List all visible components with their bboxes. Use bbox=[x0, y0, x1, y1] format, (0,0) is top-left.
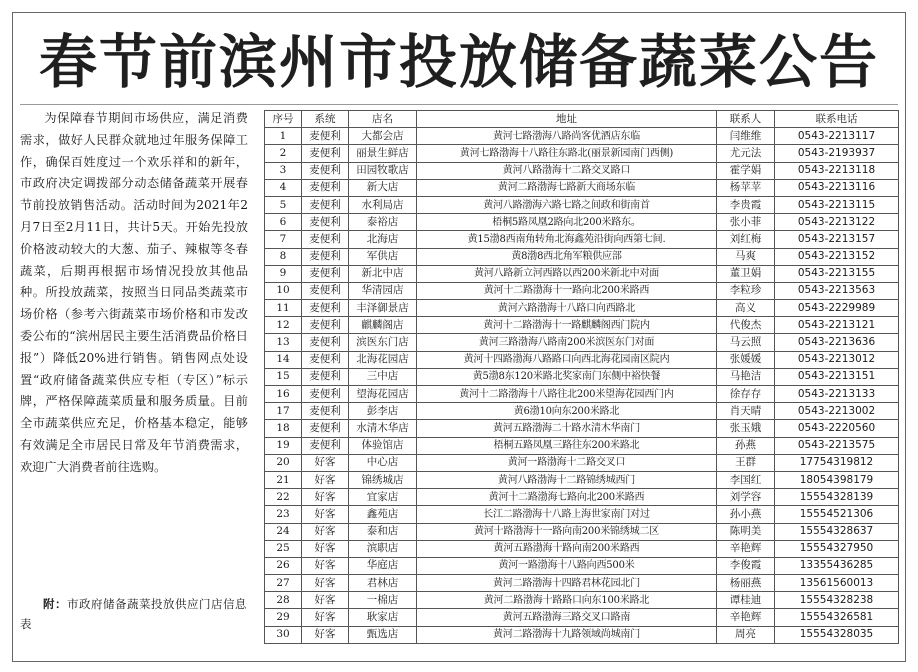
row-index: 26 bbox=[265, 557, 302, 574]
header-index: 序号 bbox=[265, 111, 302, 128]
row-system: 麦便利 bbox=[302, 145, 349, 162]
row-phone: 15554328139 bbox=[775, 489, 899, 506]
table-row bbox=[265, 317, 899, 334]
row-address: 黄河八路渤海十二路锦绣城西门 bbox=[417, 471, 717, 488]
row-address: 黄河一路渤海十八路向西500米 bbox=[417, 557, 717, 574]
title-divider bbox=[20, 104, 898, 105]
row-contact: 李贵霞 bbox=[717, 196, 775, 213]
row-store-name: 三中店 bbox=[349, 368, 417, 385]
row-phone: 0543-2213133 bbox=[775, 386, 899, 403]
table-row bbox=[265, 489, 899, 506]
row-index: 6 bbox=[265, 214, 302, 231]
table-row bbox=[265, 282, 899, 299]
row-contact: 张玉娥 bbox=[717, 420, 775, 437]
row-system: 好客 bbox=[302, 626, 349, 643]
row-contact: 王群 bbox=[717, 454, 775, 471]
row-system: 麦便利 bbox=[302, 162, 349, 179]
row-system: 麦便利 bbox=[302, 214, 349, 231]
row-address: 黄河十四路渤海八路路口向西北海花园南区院内 bbox=[417, 351, 717, 368]
announcement-body bbox=[20, 108, 248, 479]
announcement-text: 为保障春节期间市场供应，满足消费需求，做好人民群众就地过年服务保障工作，确保百姓度过一个欢乐祥和的新年，市政府决定调拨部分动态储备蔬菜开展春节前投放销售活动。活动时间为2021年2月7日至2月11日，共计5天。开始先投放价格波动较大的大葱、茄子、辣椒等冬春蔬菜，后期再根据市场情况投放其他品种。所投放蔬菜，按照当日同品类蔬菜市场价格（参考六街蔬菜市场价格和市发改委公布的“滨州居民主要生活消费品价格日报”）降低20%进行销售。销售网点处设置“政府储备蔬菜供应专柜（专区）”标示牌，严格保障蔬菜质量和服务质量。目前全市蔬菜供应充足，价格基本稳定，能够有效满足全市居民日常及年节消费需求，欢迎广大消费者前往选购。 bbox=[20, 111, 248, 474]
row-index: 8 bbox=[265, 248, 302, 265]
row-phone: 0543-2213115 bbox=[775, 196, 899, 213]
row-store-name: 中心店 bbox=[349, 454, 417, 471]
row-phone: 0543-2213575 bbox=[775, 437, 899, 454]
row-address: 黄河七路渤海八路尚客优酒店东临 bbox=[417, 128, 717, 145]
row-system: 麦便利 bbox=[302, 351, 349, 368]
row-store-name: 宜家店 bbox=[349, 489, 417, 506]
row-index: 4 bbox=[265, 179, 302, 196]
table-header-row bbox=[265, 111, 899, 128]
row-contact: 高义 bbox=[717, 300, 775, 317]
row-store-name: 彭李店 bbox=[349, 403, 417, 420]
table-row bbox=[265, 351, 899, 368]
row-store-name: 鑫苑店 bbox=[349, 506, 417, 523]
row-address: 梧桐五路凤凰三路往东200米路北 bbox=[417, 437, 717, 454]
row-phone: 0543-2213117 bbox=[775, 128, 899, 145]
row-index: 15 bbox=[265, 368, 302, 385]
row-address: 黄河二路渤海十路路口向东100米路北 bbox=[417, 592, 717, 609]
row-address: 黄15渤8西南角转角北海鑫苑沿街向西第七间. bbox=[417, 231, 717, 248]
row-system: 好客 bbox=[302, 506, 349, 523]
row-index: 18 bbox=[265, 420, 302, 437]
header-system: 系统 bbox=[302, 111, 349, 128]
row-address: 黄河五路渤海二十路水清木华南门 bbox=[417, 420, 717, 437]
row-system: 麦便利 bbox=[302, 420, 349, 437]
row-phone: 0543-2229989 bbox=[775, 300, 899, 317]
row-address: 黄河五路渤海十路向南200米路西 bbox=[417, 540, 717, 557]
row-phone: 0543-2213002 bbox=[775, 403, 899, 420]
row-contact: 杨苹苹 bbox=[717, 179, 775, 196]
table-row bbox=[265, 248, 899, 265]
row-system: 好客 bbox=[302, 489, 349, 506]
attachment-note bbox=[20, 594, 248, 634]
row-store-name: 丽景生鲜店 bbox=[349, 145, 417, 162]
row-index: 13 bbox=[265, 334, 302, 351]
row-phone: 0543-2213012 bbox=[775, 351, 899, 368]
row-contact: 辛艳辉 bbox=[717, 540, 775, 557]
row-phone: 15554328035 bbox=[775, 626, 899, 643]
table-row bbox=[265, 196, 899, 213]
row-address: 黄河八路渤海十二路交叉路口 bbox=[417, 162, 717, 179]
row-contact: 肖天晴 bbox=[717, 403, 775, 420]
row-system: 好客 bbox=[302, 471, 349, 488]
row-system: 麦便利 bbox=[302, 386, 349, 403]
table-row bbox=[265, 592, 899, 609]
row-store-name: 君林店 bbox=[349, 575, 417, 592]
row-index: 12 bbox=[265, 317, 302, 334]
row-address: 长江二路渤海十八路上海世家南门对过 bbox=[417, 506, 717, 523]
row-phone: 0543-2213636 bbox=[775, 334, 899, 351]
row-system: 好客 bbox=[302, 557, 349, 574]
table-row bbox=[265, 214, 899, 231]
row-index: 28 bbox=[265, 592, 302, 609]
row-index: 25 bbox=[265, 540, 302, 557]
row-index: 30 bbox=[265, 626, 302, 643]
attachment-lead: 附： bbox=[43, 597, 67, 611]
table-row bbox=[265, 575, 899, 592]
row-store-name: 田园牧歌店 bbox=[349, 162, 417, 179]
row-contact: 闫维维 bbox=[717, 128, 775, 145]
row-system: 麦便利 bbox=[302, 196, 349, 213]
row-phone: 15554327950 bbox=[775, 540, 899, 557]
store-table-body bbox=[265, 128, 899, 644]
row-contact: 孙燕 bbox=[717, 437, 775, 454]
row-phone: 0543-2213157 bbox=[775, 231, 899, 248]
table-row bbox=[265, 334, 899, 351]
row-address: 黄河五路渤海三路交叉口路南 bbox=[417, 609, 717, 626]
row-phone: 0543-2193937 bbox=[775, 145, 899, 162]
row-system: 麦便利 bbox=[302, 334, 349, 351]
row-system: 麦便利 bbox=[302, 282, 349, 299]
row-address: 黄河八路新立河西路以西200米新北中对面 bbox=[417, 265, 717, 282]
row-store-name: 新北中店 bbox=[349, 265, 417, 282]
row-store-name: 丰泽御景店 bbox=[349, 300, 417, 317]
row-contact: 代俊杰 bbox=[717, 317, 775, 334]
table-row bbox=[265, 300, 899, 317]
row-address: 黄6渤10向东200米路北 bbox=[417, 403, 717, 420]
row-phone: 17754319812 bbox=[775, 454, 899, 471]
header-contact: 联系人 bbox=[717, 111, 775, 128]
row-store-name: 大都会店 bbox=[349, 128, 417, 145]
table-row bbox=[265, 368, 899, 385]
row-index: 14 bbox=[265, 351, 302, 368]
row-address: 黄河十二路渤海七路向北200米路西 bbox=[417, 489, 717, 506]
row-phone: 0543-2213122 bbox=[775, 214, 899, 231]
row-index: 19 bbox=[265, 437, 302, 454]
row-system: 麦便利 bbox=[302, 317, 349, 334]
row-system: 好客 bbox=[302, 454, 349, 471]
table-row bbox=[265, 420, 899, 437]
row-store-name: 华庭店 bbox=[349, 557, 417, 574]
table-row bbox=[265, 265, 899, 282]
table-row bbox=[265, 609, 899, 626]
row-contact: 孙小燕 bbox=[717, 506, 775, 523]
row-store-name: 水清木华店 bbox=[349, 420, 417, 437]
row-system: 麦便利 bbox=[302, 179, 349, 196]
row-store-name: 华清园店 bbox=[349, 282, 417, 299]
row-index: 24 bbox=[265, 523, 302, 540]
row-index: 16 bbox=[265, 386, 302, 403]
row-system: 麦便利 bbox=[302, 248, 349, 265]
row-contact: 马云照 bbox=[717, 334, 775, 351]
row-phone: 0543-2213151 bbox=[775, 368, 899, 385]
row-store-name: 泰裕店 bbox=[349, 214, 417, 231]
header-address: 地址 bbox=[417, 111, 717, 128]
table-row bbox=[265, 145, 899, 162]
row-system: 好客 bbox=[302, 523, 349, 540]
table-row bbox=[265, 523, 899, 540]
header-phone: 联系电话 bbox=[775, 111, 899, 128]
row-contact: 张小菲 bbox=[717, 214, 775, 231]
row-contact: 张媛媛 bbox=[717, 351, 775, 368]
row-index: 7 bbox=[265, 231, 302, 248]
table-row bbox=[265, 128, 899, 145]
table-row bbox=[265, 540, 899, 557]
row-phone: 13561560013 bbox=[775, 575, 899, 592]
row-contact: 马爽 bbox=[717, 248, 775, 265]
attachment-text: 市政府储备蔬菜投放供应门店信息表 bbox=[20, 597, 247, 631]
row-contact: 李国红 bbox=[717, 471, 775, 488]
row-phone: 15554326581 bbox=[775, 609, 899, 626]
row-phone: 15554328637 bbox=[775, 523, 899, 540]
row-index: 3 bbox=[265, 162, 302, 179]
row-address: 黄5渤8东120米路北奖家南门东侧中裕快餐 bbox=[417, 368, 717, 385]
row-contact: 刘学容 bbox=[717, 489, 775, 506]
table-row bbox=[265, 162, 899, 179]
row-address: 黄河一路渤海十二路交叉口 bbox=[417, 454, 717, 471]
table-row bbox=[265, 454, 899, 471]
row-phone: 0543-2213155 bbox=[775, 265, 899, 282]
row-contact: 谭桂迪 bbox=[717, 592, 775, 609]
table-row bbox=[265, 626, 899, 643]
row-index: 23 bbox=[265, 506, 302, 523]
row-address: 梧桐5路凤凰2路向北200米路东。 bbox=[417, 214, 717, 231]
row-address: 黄河十二路渤海十一路向北200米路西 bbox=[417, 282, 717, 299]
row-address: 黄河十二路渤海十八路往北200米望海花园西门内 bbox=[417, 386, 717, 403]
row-index: 5 bbox=[265, 196, 302, 213]
row-index: 1 bbox=[265, 128, 302, 145]
row-contact: 李俊霞 bbox=[717, 557, 775, 574]
row-address: 黄河二路渤海七路新大商场东临 bbox=[417, 179, 717, 196]
row-store-name: 军供店 bbox=[349, 248, 417, 265]
row-store-name: 北海店 bbox=[349, 231, 417, 248]
row-system: 麦便利 bbox=[302, 231, 349, 248]
row-index: 21 bbox=[265, 471, 302, 488]
row-index: 20 bbox=[265, 454, 302, 471]
row-store-name: 甄选店 bbox=[349, 626, 417, 643]
row-index: 11 bbox=[265, 300, 302, 317]
row-index: 27 bbox=[265, 575, 302, 592]
row-store-name: 滨职店 bbox=[349, 540, 417, 557]
row-contact: 刘红梅 bbox=[717, 231, 775, 248]
row-phone: 18054398179 bbox=[775, 471, 899, 488]
row-contact: 马艳洁 bbox=[717, 368, 775, 385]
row-system: 麦便利 bbox=[302, 403, 349, 420]
row-system: 麦便利 bbox=[302, 265, 349, 282]
table-row bbox=[265, 506, 899, 523]
row-index: 22 bbox=[265, 489, 302, 506]
row-store-name: 水利局店 bbox=[349, 196, 417, 213]
table-row bbox=[265, 179, 899, 196]
row-address: 黄河十路渤海十一路向南200米锦绣城二区 bbox=[417, 523, 717, 540]
row-store-name: 一棉店 bbox=[349, 592, 417, 609]
table-row bbox=[265, 231, 899, 248]
row-index: 17 bbox=[265, 403, 302, 420]
row-phone: 0543-2213116 bbox=[775, 179, 899, 196]
row-phone: 0543-2213118 bbox=[775, 162, 899, 179]
row-store-name: 耿家店 bbox=[349, 609, 417, 626]
row-contact: 辛艳辉 bbox=[717, 609, 775, 626]
row-store-name: 体验馆店 bbox=[349, 437, 417, 454]
table-row bbox=[265, 471, 899, 488]
row-address: 黄河六路渤海十八路口向西路北 bbox=[417, 300, 717, 317]
row-address: 黄河十二路渤海十一路麒麟阁西门院内 bbox=[417, 317, 717, 334]
row-store-name: 麒麟阁店 bbox=[349, 317, 417, 334]
row-system: 好客 bbox=[302, 592, 349, 609]
row-system: 好客 bbox=[302, 540, 349, 557]
row-system: 麦便利 bbox=[302, 368, 349, 385]
row-phone: 13355436285 bbox=[775, 557, 899, 574]
row-system: 麦便利 bbox=[302, 128, 349, 145]
header-store-name: 店名 bbox=[349, 111, 417, 128]
row-phone: 15554521306 bbox=[775, 506, 899, 523]
row-system: 好客 bbox=[302, 575, 349, 592]
row-index: 9 bbox=[265, 265, 302, 282]
row-index: 2 bbox=[265, 145, 302, 162]
row-phone: 0543-2213121 bbox=[775, 317, 899, 334]
row-contact: 董卫娟 bbox=[717, 265, 775, 282]
row-contact: 周亮 bbox=[717, 626, 775, 643]
row-contact: 霍学娟 bbox=[717, 162, 775, 179]
row-index: 29 bbox=[265, 609, 302, 626]
row-phone: 0543-2213563 bbox=[775, 282, 899, 299]
table-row bbox=[265, 557, 899, 574]
row-phone: 15554328238 bbox=[775, 592, 899, 609]
row-address: 黄河八路渤海六路七路之间政和街南首 bbox=[417, 196, 717, 213]
row-store-name: 北海花园店 bbox=[349, 351, 417, 368]
row-address: 黄河二路渤海十九路领域尚城南门 bbox=[417, 626, 717, 643]
row-store-name: 锦绣城店 bbox=[349, 471, 417, 488]
row-store-name: 望海花园店 bbox=[349, 386, 417, 403]
row-system: 麦便利 bbox=[302, 437, 349, 454]
row-store-name: 滨医东门店 bbox=[349, 334, 417, 351]
table-row bbox=[265, 403, 899, 420]
row-contact: 杨丽燕 bbox=[717, 575, 775, 592]
row-store-name: 新大店 bbox=[349, 179, 417, 196]
page-title: 春节前滨州市投放储备蔬菜公告 bbox=[38, 28, 879, 96]
table-row bbox=[265, 386, 899, 403]
row-contact: 李粒珍 bbox=[717, 282, 775, 299]
row-index: 10 bbox=[265, 282, 302, 299]
row-system: 好客 bbox=[302, 609, 349, 626]
row-phone: 0543-2213152 bbox=[775, 248, 899, 265]
row-phone: 0543-2220560 bbox=[775, 420, 899, 437]
row-system: 麦便利 bbox=[302, 300, 349, 317]
store-table bbox=[264, 110, 899, 644]
row-address: 黄8渤8西北角军粮供应部 bbox=[417, 248, 717, 265]
row-contact: 尤元法 bbox=[717, 145, 775, 162]
row-contact: 徐存存 bbox=[717, 386, 775, 403]
table-row bbox=[265, 437, 899, 454]
row-address: 黄河七路渤海十八路往东路北(丽景新园南门西侧) bbox=[417, 145, 717, 162]
row-store-name: 泰和店 bbox=[349, 523, 417, 540]
row-address: 黄河二路渤海十四路君林花园北门 bbox=[417, 575, 717, 592]
row-contact: 陈明美 bbox=[717, 523, 775, 540]
row-address: 黄河三路渤海八路南200米滨医东门对面 bbox=[417, 334, 717, 351]
